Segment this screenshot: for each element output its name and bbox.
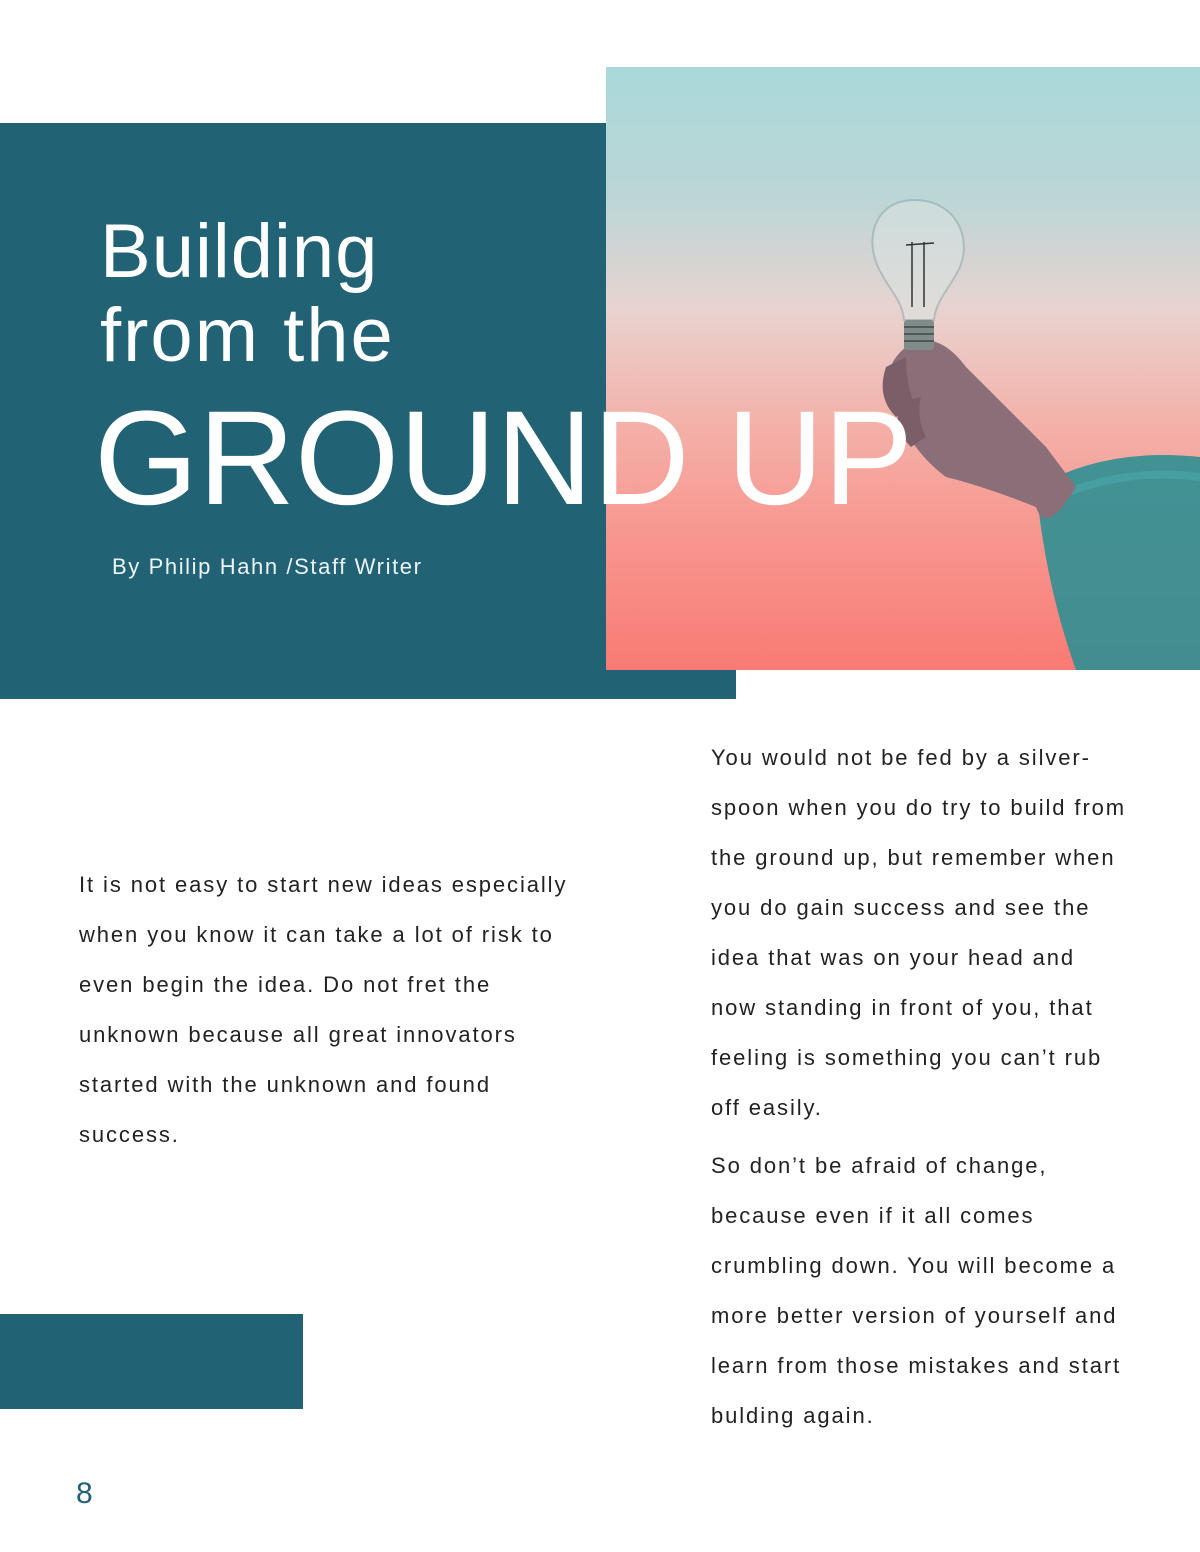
lightbulb-hand-photo: [606, 67, 1200, 670]
byline: By Philip Hahn /Staff Writer: [112, 554, 423, 579]
text-line: the ground up, but remember when: [711, 845, 1116, 870]
decorative-teal-bar: [0, 1314, 303, 1409]
text-line: spoon when you do try to build from: [711, 795, 1127, 820]
right-column-text: [711, 733, 1126, 1441]
text-line: because even if it all comes: [711, 1203, 1035, 1228]
paragraph-2: [711, 1141, 1126, 1441]
title-line-3: GROUND UP: [94, 384, 913, 533]
text-line: now standing in front of you, that: [711, 995, 1094, 1020]
text-line: off easily.: [711, 1095, 823, 1120]
text-line: bulding again.: [711, 1403, 875, 1428]
text-line: idea that was on your head and: [711, 945, 1076, 970]
title-line-1: Building: [100, 209, 379, 294]
text-line: You would not be fed by a silver-: [711, 745, 1091, 770]
text-line: crumbling down. You will become a: [711, 1253, 1117, 1278]
text-line: more better version of yourself and: [711, 1303, 1118, 1328]
text-line: learn from those mistakes and start: [711, 1353, 1122, 1378]
text-line: It is not easy to start new ideas especially: [79, 872, 568, 897]
paragraph-1: [711, 733, 1126, 1133]
left-column-text: [79, 860, 567, 1160]
title-line-2: from the: [100, 293, 395, 378]
text-line: you do gain success and see the: [711, 895, 1091, 920]
text-line: unknown because all great innovators: [79, 1022, 517, 1047]
text-line: even begin the idea. Do not fret the: [79, 972, 492, 997]
page-number: 8: [76, 1477, 93, 1510]
text-line: success.: [79, 1122, 180, 1147]
text-line: feeling is something you can’t rub: [711, 1045, 1103, 1070]
text-line: when you know it can take a lot of risk to: [79, 922, 554, 947]
text-line: started with the unknown and found: [79, 1072, 491, 1097]
text-line: So don’t be afraid of change,: [711, 1153, 1048, 1178]
